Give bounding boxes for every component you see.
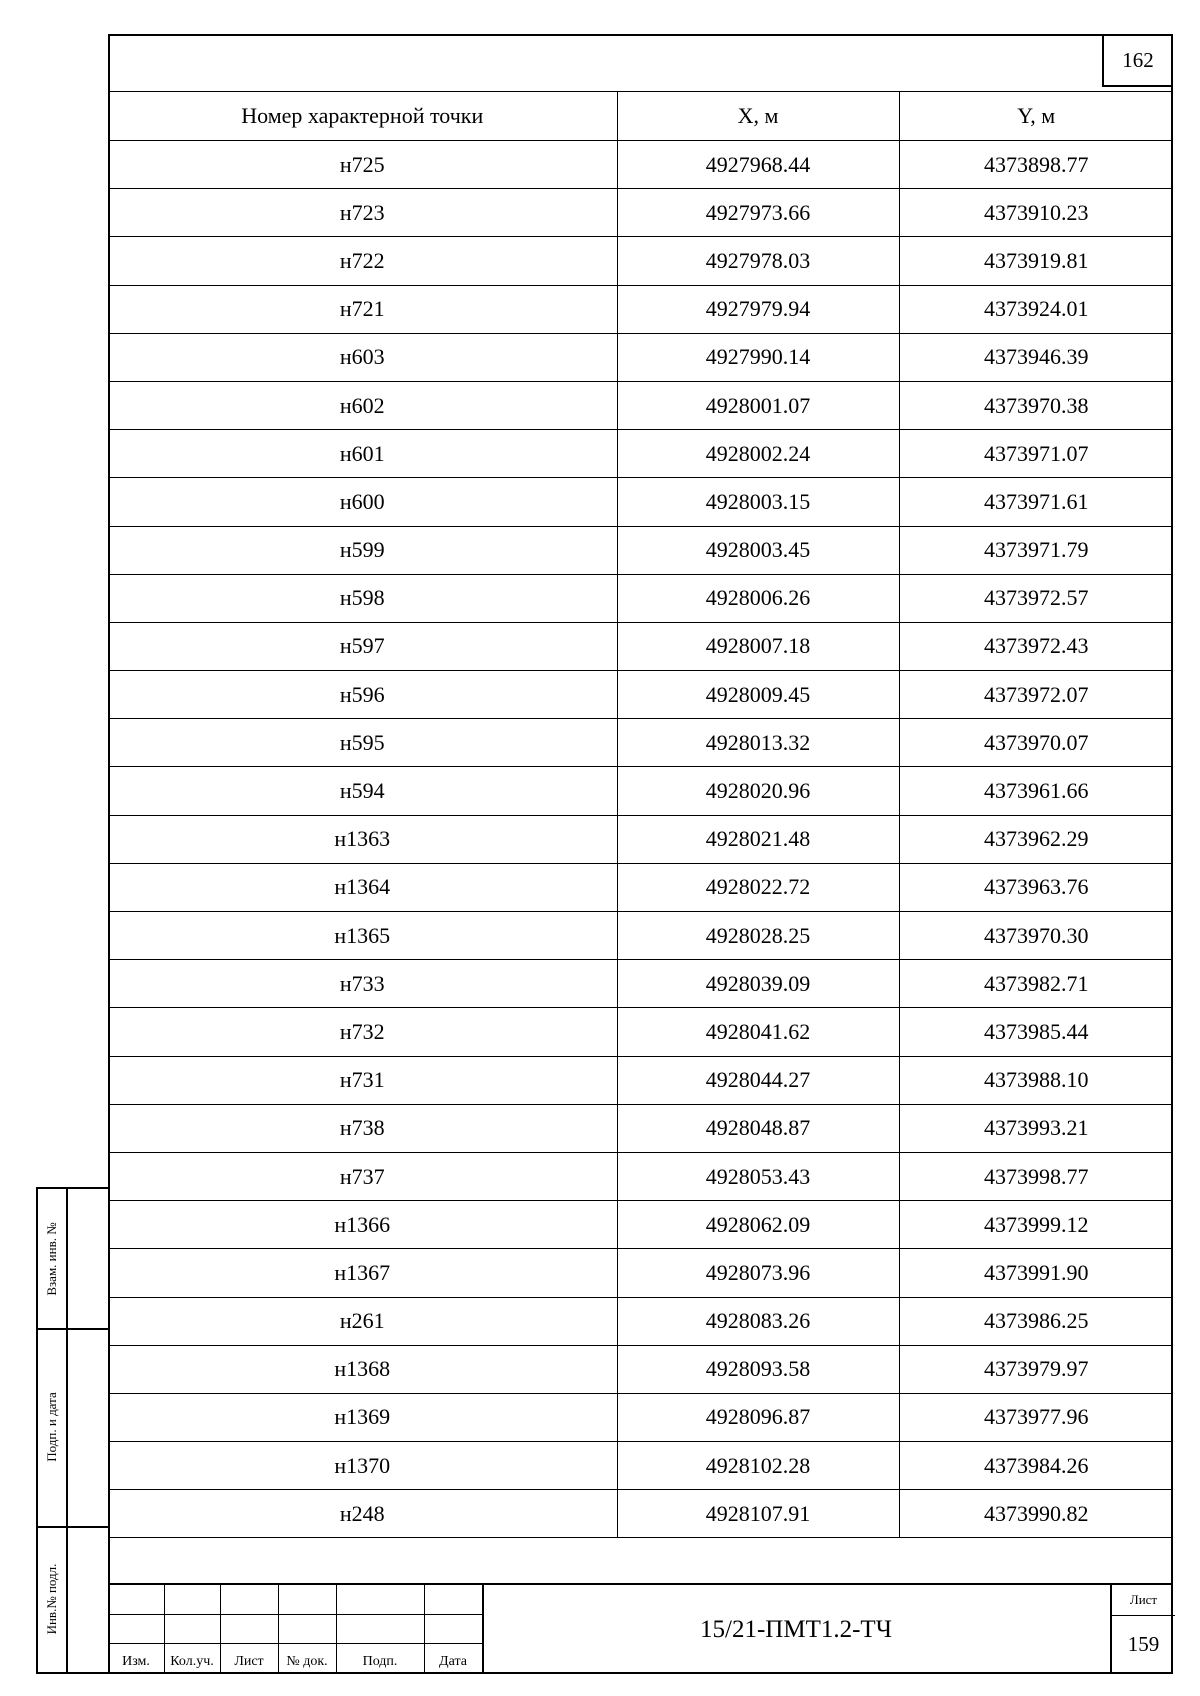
table-row	[108, 285, 1173, 333]
x-cell: 4927979.94	[617, 285, 899, 333]
point-number-cell: н722	[108, 237, 617, 285]
table-header-row	[108, 92, 1173, 141]
point-number-cell: н1369	[108, 1393, 617, 1441]
table-row	[108, 863, 1173, 911]
point-number-cell: н1365	[108, 912, 617, 960]
point-number-cell: н597	[108, 622, 617, 670]
x-cell: 4928083.26	[617, 1297, 899, 1345]
table-row	[108, 478, 1173, 526]
x-cell: 4928102.28	[617, 1442, 899, 1490]
y-cell: 4373999.12	[899, 1201, 1173, 1249]
point-number-cell: н601	[108, 430, 617, 478]
x-cell: 4928053.43	[617, 1152, 899, 1200]
table-row	[108, 767, 1173, 815]
x-cell: 4928013.32	[617, 719, 899, 767]
point-number-cell: н1367	[108, 1249, 617, 1297]
y-cell: 4373962.29	[899, 815, 1173, 863]
table-row	[108, 430, 1173, 478]
table-row	[108, 1393, 1173, 1441]
table-row	[108, 912, 1173, 960]
point-number-cell: н733	[108, 960, 617, 1008]
side-cell-replacement	[38, 1189, 110, 1330]
y-cell: 4373972.07	[899, 671, 1173, 719]
sheet-number: 159	[1127, 1632, 1160, 1656]
y-cell: 4373970.30	[899, 912, 1173, 960]
x-cell: 4927973.66	[617, 189, 899, 237]
point-number-cell: н1370	[108, 1442, 617, 1490]
coordinates-table	[108, 91, 1173, 1538]
y-cell: 4373971.61	[899, 478, 1173, 526]
x-cell: 4928093.58	[617, 1345, 899, 1393]
point-number-cell: н721	[108, 285, 617, 333]
tb-label-date: Дата	[439, 1654, 467, 1669]
point-number-cell: н731	[108, 1056, 617, 1104]
point-number-cell: н596	[108, 671, 617, 719]
header-y: Y, м	[899, 92, 1173, 141]
x-cell: 4928007.18	[617, 622, 899, 670]
x-cell: 4927990.14	[617, 333, 899, 381]
x-cell: 4928009.45	[617, 671, 899, 719]
x-cell: 4928062.09	[617, 1201, 899, 1249]
table-row	[108, 1104, 1173, 1152]
document-code: 15/21-ПМТ1.2-ТЧ	[700, 1615, 892, 1643]
point-number-cell: н725	[108, 141, 617, 189]
x-cell: 4928041.62	[617, 1008, 899, 1056]
y-cell: 4373972.57	[899, 574, 1173, 622]
table-row	[108, 622, 1173, 670]
title-block	[108, 1583, 1173, 1674]
point-number-cell: н1368	[108, 1345, 617, 1393]
y-cell: 4373970.07	[899, 719, 1173, 767]
x-cell: 4928022.72	[617, 863, 899, 911]
x-cell: 4928096.87	[617, 1393, 899, 1441]
tb-label-count: Кол.уч.	[170, 1654, 214, 1669]
sheet-box	[1110, 1585, 1175, 1674]
y-cell: 4373977.96	[899, 1393, 1173, 1441]
point-number-cell: н598	[108, 574, 617, 622]
table-row	[108, 526, 1173, 574]
tb-label-signature: Подп.	[362, 1654, 398, 1669]
table-row	[108, 333, 1173, 381]
y-cell: 4373961.66	[899, 767, 1173, 815]
point-number-cell: н248	[108, 1490, 617, 1538]
point-number-cell: н595	[108, 719, 617, 767]
tb-label-change: Изм.	[122, 1654, 150, 1669]
point-number-cell: н1364	[108, 863, 617, 911]
x-cell: 4928020.96	[617, 767, 899, 815]
y-cell: 4373898.77	[899, 141, 1173, 189]
table-row	[108, 1297, 1173, 1345]
table-row	[108, 1249, 1173, 1297]
y-cell: 4373985.44	[899, 1008, 1173, 1056]
table-row	[108, 1490, 1173, 1538]
table-row	[108, 1056, 1173, 1104]
point-number-cell: н1363	[108, 815, 617, 863]
y-cell: 4373979.97	[899, 1345, 1173, 1393]
table-row	[108, 141, 1173, 189]
x-cell: 4928107.91	[617, 1490, 899, 1538]
x-cell: 4928003.45	[617, 526, 899, 574]
table-body	[108, 141, 1173, 1538]
page-number-top: 162	[1102, 36, 1172, 87]
y-cell: 4373963.76	[899, 863, 1173, 911]
table-row	[108, 237, 1173, 285]
table-row	[108, 1152, 1173, 1200]
y-cell: 4373971.07	[899, 430, 1173, 478]
x-cell: 4928028.25	[617, 912, 899, 960]
point-number-cell: н1366	[108, 1201, 617, 1249]
x-cell: 4928003.15	[617, 478, 899, 526]
y-cell: 4373972.43	[899, 622, 1173, 670]
point-number-cell: н737	[108, 1152, 617, 1200]
header-x: X, м	[617, 92, 899, 141]
side-stamp	[36, 1187, 108, 1674]
x-cell: 4928073.96	[617, 1249, 899, 1297]
x-cell: 4928002.24	[617, 430, 899, 478]
point-number-cell: н594	[108, 767, 617, 815]
x-cell: 4928021.48	[617, 815, 899, 863]
x-cell: 4928006.26	[617, 574, 899, 622]
y-cell: 4373971.79	[899, 526, 1173, 574]
point-number-cell: н732	[108, 1008, 617, 1056]
point-number-cell: н261	[108, 1297, 617, 1345]
side-cell-original-inventory	[38, 1526, 110, 1672]
y-cell: 4373991.90	[899, 1249, 1173, 1297]
point-number-cell: н602	[108, 381, 617, 429]
table-row	[108, 960, 1173, 1008]
side-label-replacement: Взам. инв. №	[44, 1221, 59, 1296]
side-cell-signature-date	[38, 1328, 110, 1528]
x-cell: 4928048.87	[617, 1104, 899, 1152]
table-row	[108, 574, 1173, 622]
y-cell: 4373986.25	[899, 1297, 1173, 1345]
table-row	[108, 381, 1173, 429]
x-cell: 4927968.44	[617, 141, 899, 189]
table-row	[108, 671, 1173, 719]
y-cell: 4373984.26	[899, 1442, 1173, 1490]
y-cell: 4373988.10	[899, 1056, 1173, 1104]
table-row	[108, 719, 1173, 767]
y-cell: 4373924.01	[899, 285, 1173, 333]
point-number-cell: н599	[108, 526, 617, 574]
y-cell: 4373910.23	[899, 189, 1173, 237]
y-cell: 4373946.39	[899, 333, 1173, 381]
y-cell: 4373919.81	[899, 237, 1173, 285]
x-cell: 4928039.09	[617, 960, 899, 1008]
side-label-signature-date: Подп. и дата	[44, 1392, 59, 1462]
point-number-cell: н738	[108, 1104, 617, 1152]
point-number-cell: н600	[108, 478, 617, 526]
side-label-original-inventory: Инв.№ подл.	[44, 1563, 59, 1635]
x-cell: 4928001.07	[617, 381, 899, 429]
table-row	[108, 815, 1173, 863]
x-cell: 4927978.03	[617, 237, 899, 285]
y-cell: 4373998.77	[899, 1152, 1173, 1200]
tb-label-doc-number: № док.	[286, 1654, 328, 1669]
tb-label-sheet: Лист	[234, 1654, 264, 1669]
table-row	[108, 1008, 1173, 1056]
y-cell: 4373990.82	[899, 1490, 1173, 1538]
table-row	[108, 1442, 1173, 1490]
table-row	[108, 189, 1173, 237]
header-point-number: Номер характерной точки	[108, 92, 617, 141]
point-number-cell: н603	[108, 333, 617, 381]
x-cell: 4928044.27	[617, 1056, 899, 1104]
sheet-label: Лист	[1112, 1585, 1175, 1616]
y-cell: 4373993.21	[899, 1104, 1173, 1152]
y-cell: 4373982.71	[899, 960, 1173, 1008]
table-row	[108, 1201, 1173, 1249]
table-row	[108, 1345, 1173, 1393]
point-number-cell: н723	[108, 189, 617, 237]
y-cell: 4373970.38	[899, 381, 1173, 429]
